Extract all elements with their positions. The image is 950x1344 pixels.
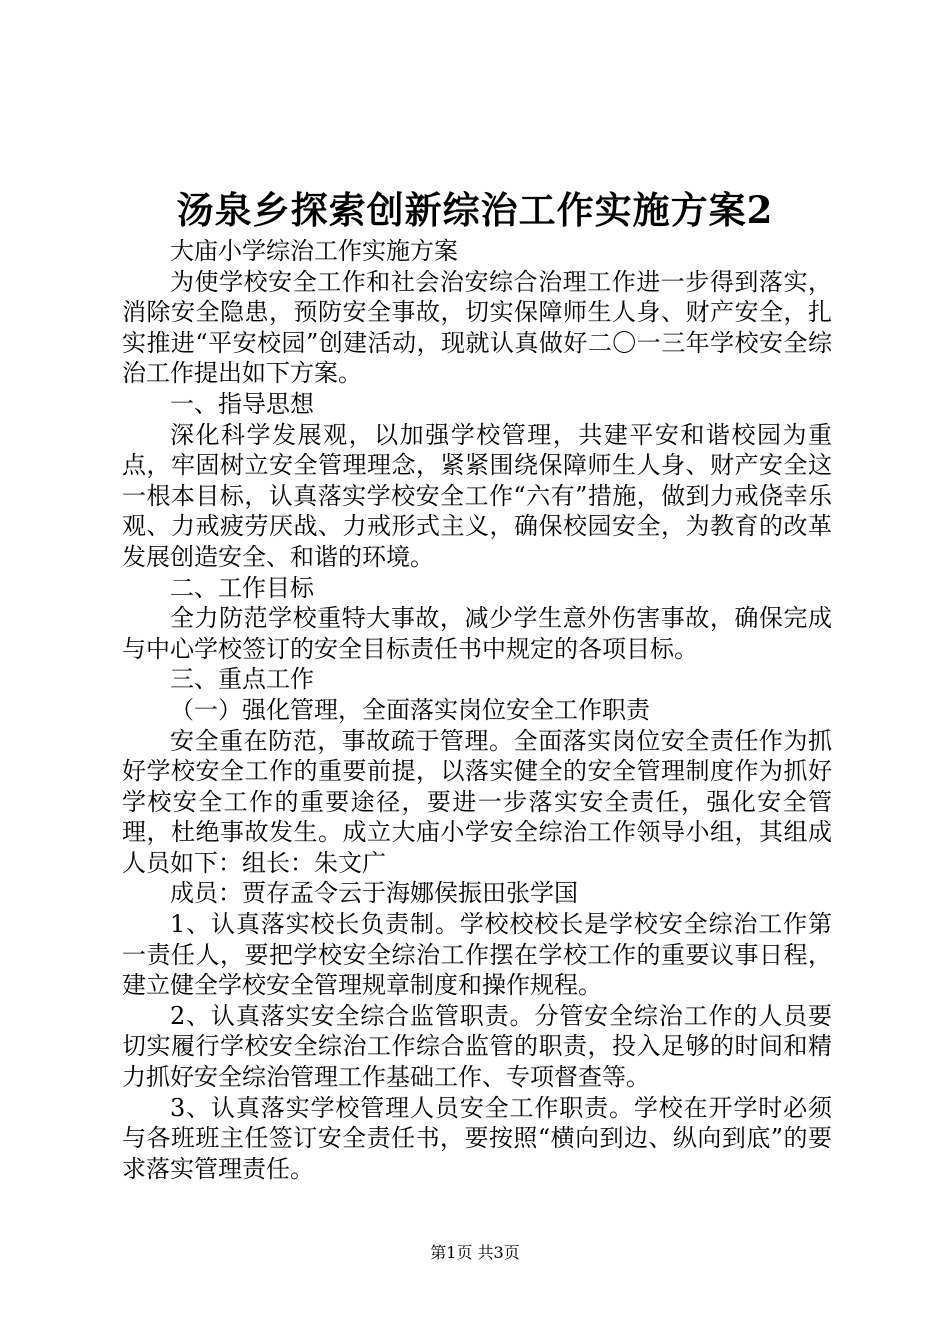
list-item-paragraph: 1、认真落实校长负责制。学校校校长是学校安全综治工作第一责任人，要把学校安全综治工作摆在学校工作的重要议事日程，建立健全学校安全管理规章制度和操作规程。: [122, 910, 832, 1000]
document-body: [122, 236, 832, 1184]
subsection-heading: （一）强化管理，全面落实岗位安全工作职责: [170, 695, 650, 724]
subtitle-paragraph: 大庙小学综治工作实施方案: [170, 237, 458, 265]
body-paragraph: 深化科学发展观，以加强学校管理，共建平安和谐校园为重点，牢固树立安全管理理念，紧紧围绕保障师生人身、财产安全这一根本目标，认真落实学校安全工作“六有”措施，做到力戒侥幸乐观、力戒疲劳厌战、力戒形式主义，确保校园安全，为教育的改革发展创造安全、和谐的环境。: [122, 420, 832, 571]
page-footer: 第1页 共3页: [430, 1243, 520, 1262]
list-item-paragraph: 2、认真落实安全综合监管职责。分管安全综治工作的人员要切实履行学校安全综治工作综合监管的职责，投入足够的时间和精力抓好安全综治管理工作基础工作、专项督查等。: [122, 1001, 832, 1092]
section-heading: 三、重点工作: [170, 665, 314, 694]
list-item-paragraph: 3、认真落实学校管理人员安全工作职责。学校在开学时必须与各班班主任签订安全责任书，要按照“横向到边、纵向到底”的要求落实管理责任。: [122, 1093, 832, 1183]
section-heading: 一、指导思想: [170, 389, 314, 418]
body-paragraph: 安全重在防范，事故疏于管理。全面落实岗位安全责任作为抓好学校安全工作的重要前提，以落实健全的安全管理制度作为抓好学校安全工作的重要途径，要进一步落实安全责任，强化安全管理，杜绝事故发生。成立大庙小学安全综治工作领导小组，其组成人员如下：组长：朱文广: [122, 726, 832, 877]
section-heading: 二、工作目标: [170, 573, 314, 602]
body-paragraph: 全力防范学校重特大事故，减少学生意外伤害事故，确保完成与中心学校签订的安全目标责任书中规定的各项目标。: [122, 604, 832, 663]
intro-paragraph: 为使学校安全工作和社会治安综合治理工作进一步得到落实，消除安全隐患，预防安全事故，切实保障师生人身、财产安全，扎实推进“平安校园”创建活动，现就认真做好二〇一三年学校安全综治工作提出如下方案。: [122, 267, 832, 388]
document-title: 汤泉乡探索创新综治工作实施方案2: [176, 188, 774, 232]
members-paragraph: 成员：贾存孟令云于海娜侯振田张学国: [170, 879, 578, 908]
